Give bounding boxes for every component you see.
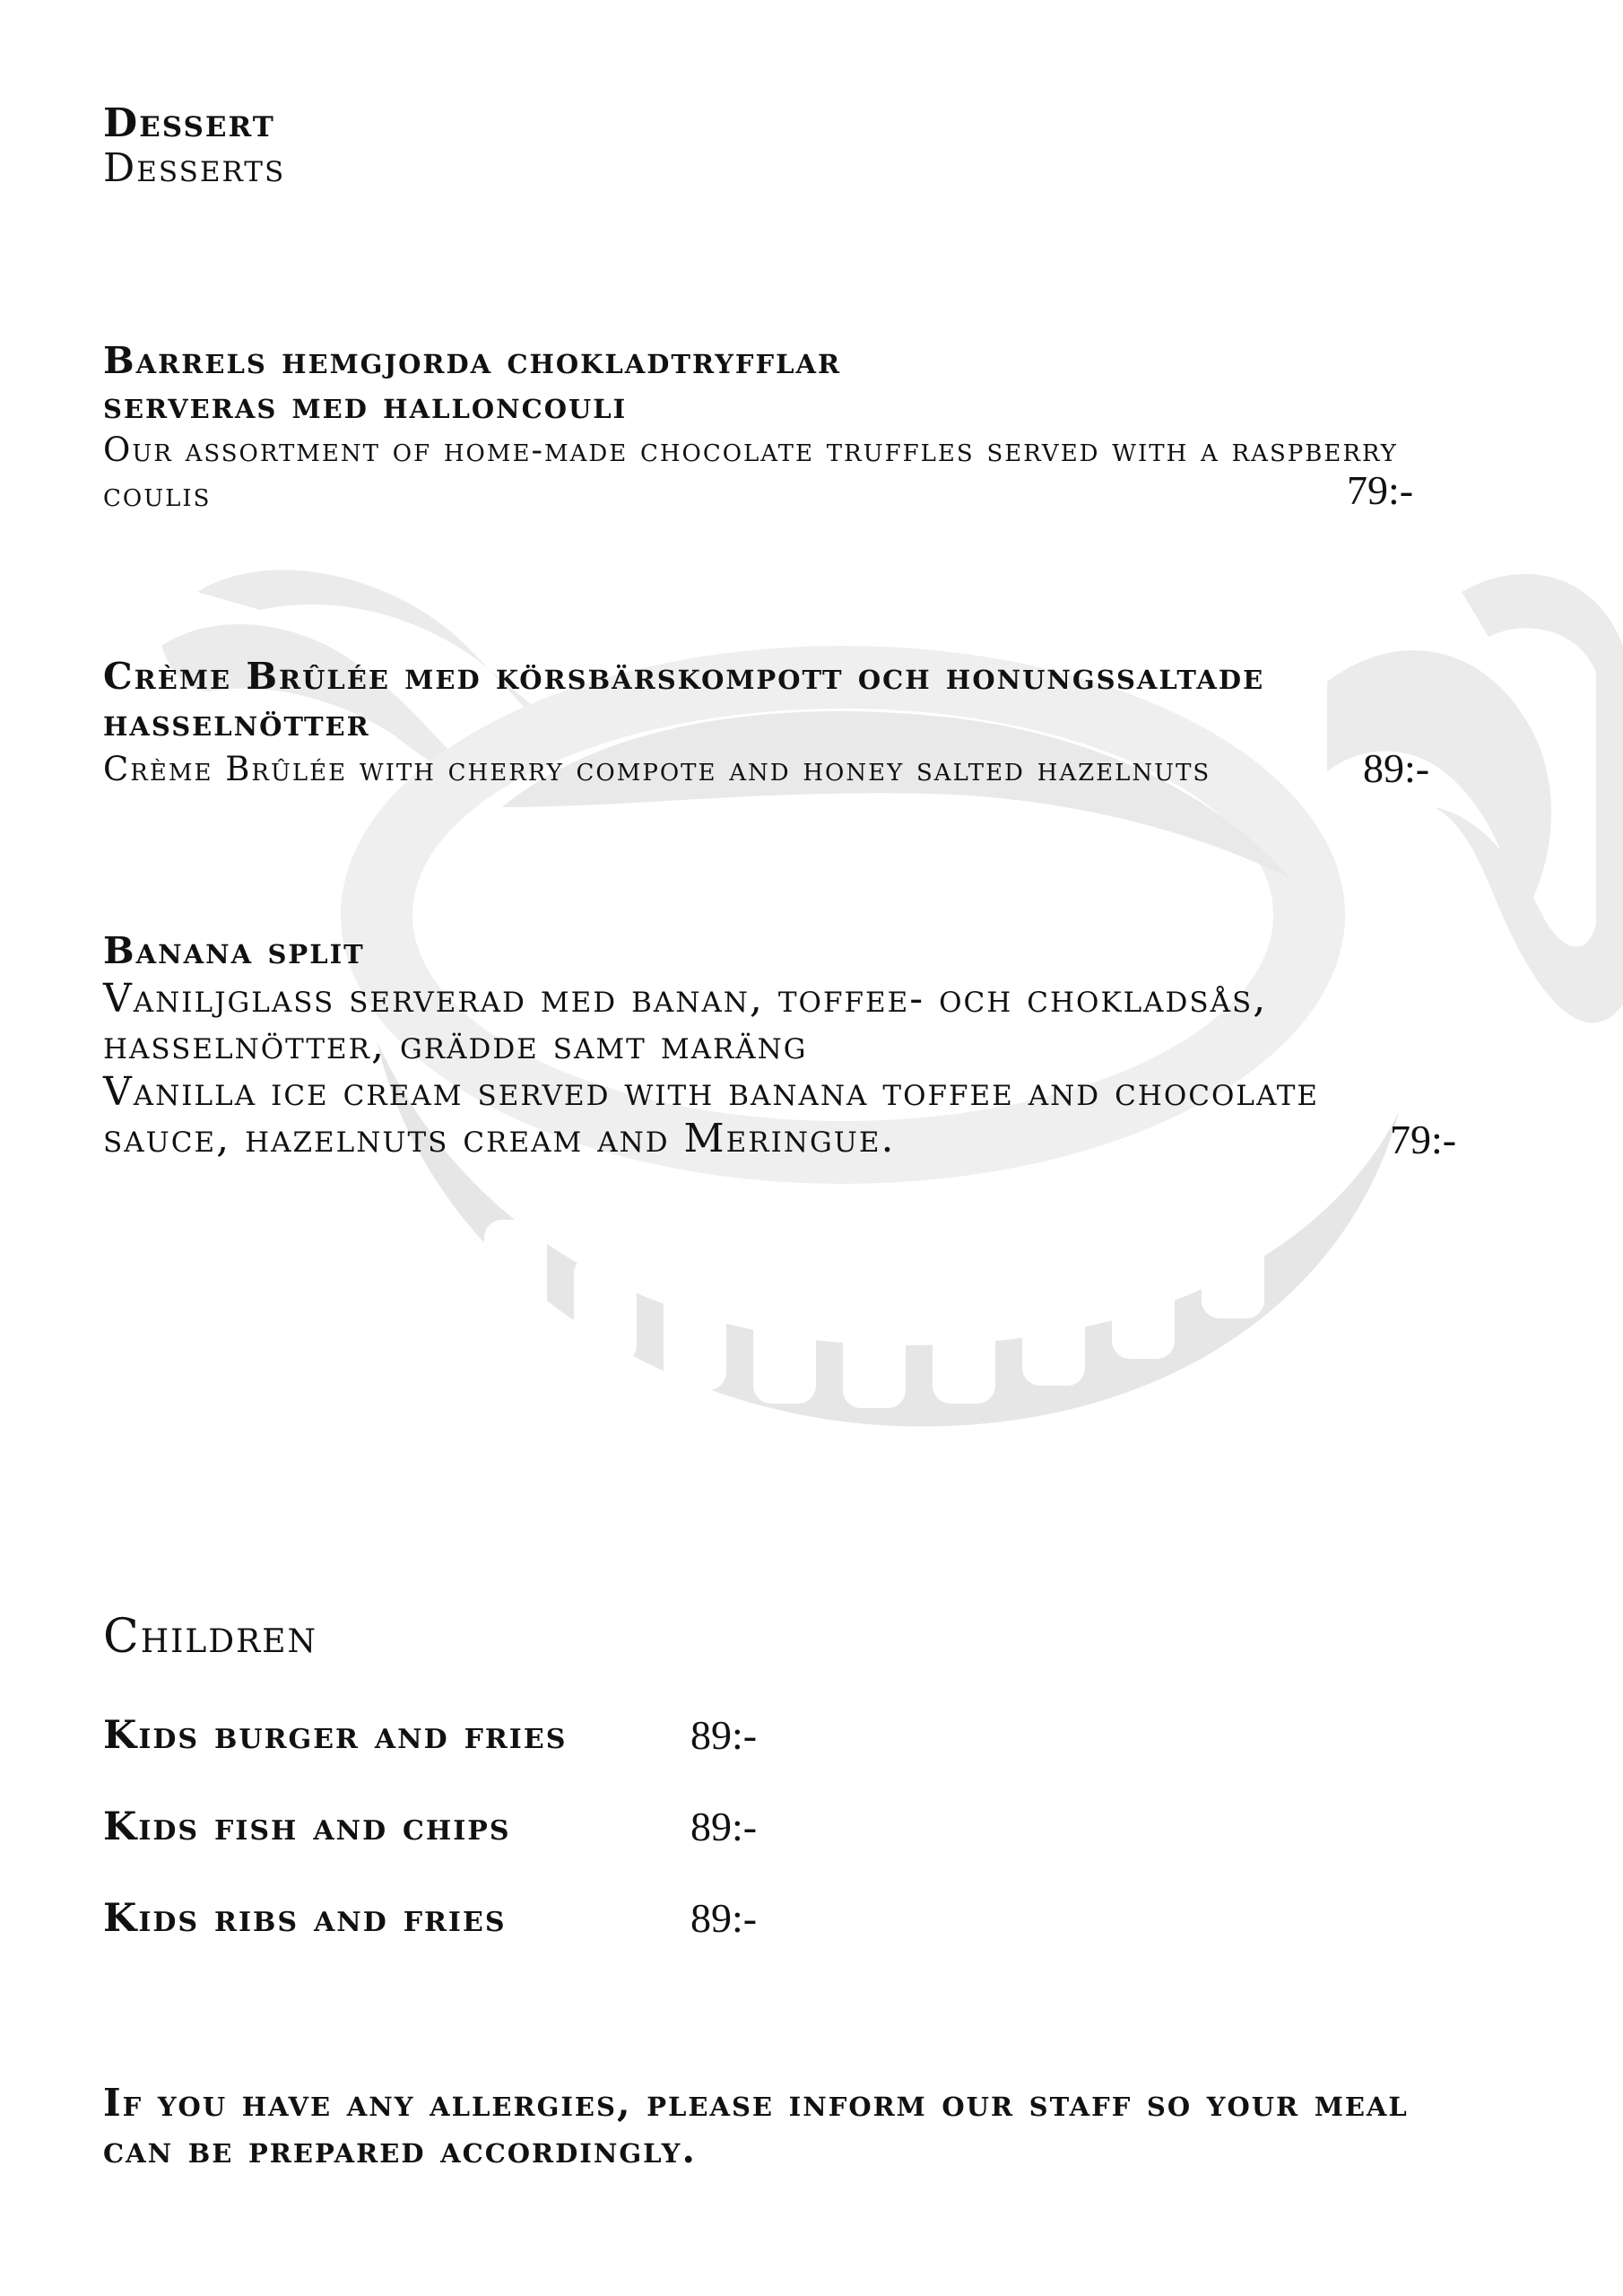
dish-price: 79:- <box>1390 1117 1457 1162</box>
dish-desc-sv-line1: Vaniljglass serverad med banan, toffee- och chokladsås, <box>103 976 1268 1022</box>
dish-desc-en-line1: Vanilla ice cream served with banana toffee and chocolate <box>103 1069 1320 1115</box>
kids-item-price: 89:- <box>690 1895 758 1941</box>
dish-desc-en-line1: Crème Brûlée with cherry compote and honey salted hazelnuts <box>103 750 1211 788</box>
dish-name-sv-line2: hasselnötter <box>103 701 370 744</box>
allergy-note-line1: If you have any allergies, please inform our staff so your meal <box>103 2081 1409 2125</box>
dish-price: 89:- <box>1363 745 1430 791</box>
dish-desc-en-line1: Our assortment of home-made chocolate truffles served with a raspberry <box>103 430 1398 469</box>
kids-item-name: Kids ribs and fries <box>103 1896 507 1941</box>
dish-name-sv-line1: Barrels hemgjorda chokladtryfflar <box>103 339 842 382</box>
kids-item-price: 89:- <box>690 1804 758 1849</box>
dish-name-sv-line1: Crème Brûlée med körsbärskompott och honungssaltade <box>103 655 1265 698</box>
kids-item-name: Kids burger and fries <box>103 1713 568 1758</box>
kids-item-price: 89:- <box>690 1712 758 1758</box>
allergy-note-line2: can be prepared accordingly. <box>103 2127 698 2171</box>
section-title-children: Children <box>103 1610 318 1664</box>
section-subtitle-desserts: Desserts <box>103 145 286 191</box>
dish-desc-sv-line2: hasselnötter, grädde samt maräng <box>103 1022 808 1068</box>
dish-name-sv-line2: serveras med halloncouli <box>103 384 628 427</box>
section-title-dessert: Dessert <box>103 100 275 146</box>
dish-name: Banana split <box>103 929 365 972</box>
dish-price: 79:- <box>1347 467 1414 513</box>
kids-item-name: Kids fish and chips <box>103 1805 511 1849</box>
dish-desc-en-line2: coulis <box>103 475 212 514</box>
dish-desc-en-line2: sauce, hazelnuts cream and Meringue. <box>103 1116 896 1161</box>
